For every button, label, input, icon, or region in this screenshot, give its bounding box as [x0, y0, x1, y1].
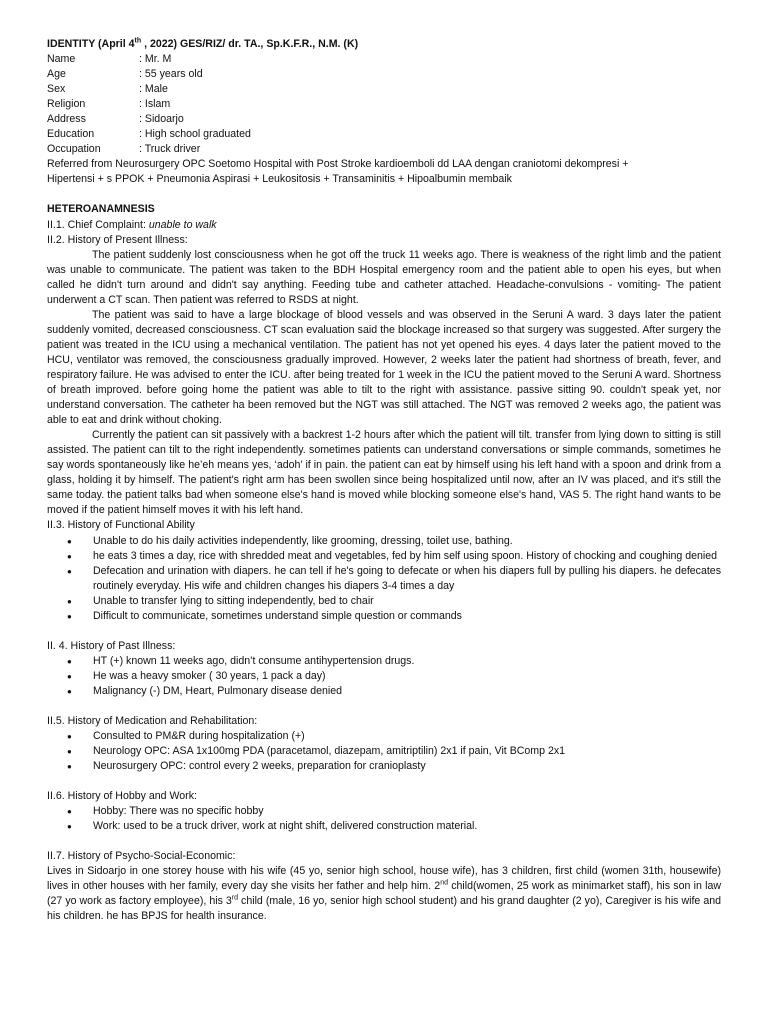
list-item: ● Defecation and urination with diapers. he can tell if he's going to defecate or when his diapers full by pulling his diapers. he defecates routinely everyday. His wife and children changes his diapers 3-4 times a day — [47, 564, 721, 594]
identity-value: : Mr. M — [139, 53, 172, 66]
identity-label: Age — [47, 68, 66, 81]
identity-label: Address — [47, 113, 86, 126]
title-text: IDENTITY (April 4 — [47, 38, 135, 50]
psycho-social-paragraph — [47, 864, 721, 924]
identity-label: Occupation — [47, 143, 101, 156]
identity-row-occupation — [47, 142, 721, 157]
list-item: ● Neurosurgery OPC: control every 2 weeks, preparation for cranioplasty — [47, 759, 721, 774]
identity-table — [47, 52, 721, 157]
list-item: ● Neurology OPC: ASA 1x100mg PDA (paracetamol, diazepam, amitriptilin) 2x1 if pain, Vit BComp 2x1 — [47, 744, 721, 759]
identity-label: Religion — [47, 98, 86, 111]
referral-line: Hipertensi + s PPOK + Pneumonia Aspirasi + Leukositosis + Transaminitis + Hipoalbumin membaik — [47, 173, 512, 186]
list-item: ● Unable to do his daily activities independently, like grooming, dressing, toilet use, bathing. — [47, 534, 721, 549]
identity-row-age — [47, 67, 721, 82]
identity-value: : Sidoarjo — [139, 113, 184, 126]
list-item: ● Consulted to PM&R during hospitalization (+) — [47, 729, 721, 744]
ordinal-superscript: rd — [231, 894, 239, 902]
title-superscript: th — [134, 37, 142, 45]
present-illness-paragraph-2: The patient was said to have a large blockage of blood vessels and was observed in the Seruni A ward. 3 days later the patient suddenly vomited, decreased consciousness. CT scan evaluation said the blockage increased so that surgery was suggested. After surgery the patient was treated in the ICU using a mechanical ventilation. The patient has not yet opened his eyes. 4 days later the patient moved to the HCU, ventilator was removed, the consciousness gradually improved. However, 2 weeks later the patient had shortness of breath, fever, and respiratory failure. He was advised to enter the ICU. after being treated for 1 week in the ICU the patient moved to the Seruni A ward. Shortness of breath improved. before going home the patient was able to tilt to the right with assistance. passive sitting 90. couldn't speak yet, nor understand conversation. The catheter ha been removed but the NGT was still attached. The NGT was removed 2 weeks ago, the patient was able to eat and drink without choking. — [47, 308, 721, 427]
spacer — [47, 187, 721, 202]
past-illness-list — [47, 654, 721, 699]
list-item: ● Malignancy (-) DM, Heart, Pulmonary disease denied — [47, 684, 721, 699]
present-illness-heading: II.2. History of Present Illness: — [47, 233, 188, 246]
list-item: ● He was a heavy smoker ( 30 years, 1 pack a day) — [47, 669, 721, 684]
list-item: ● Unable to transfer lying to sitting independently, bed to chair — [47, 594, 721, 609]
identity-value: : 55 years old — [139, 68, 203, 81]
title-text-rest: , 2022) GES/RIZ/ dr. TA., Sp.K.F.R., N.M. (K) — [141, 38, 359, 50]
list-item: ● Hobby: There was no specific hobby — [47, 804, 721, 819]
identity-value: : Islam — [139, 98, 171, 111]
psycho-text: child (male, 16 yo, senior high school student) and his grand daughter (2 yo), Caregiver is his wife and his children. he has BPJS for health insurance. — [47, 895, 722, 923]
spacer — [47, 774, 721, 789]
list-item: ● he eats 3 times a day, rice with shredded meat and vegetables, fed by him self using spoon. History of chocking and coughing denied — [47, 549, 721, 564]
functional-ability-heading: II.3. History of Functional Ability — [47, 519, 195, 532]
psycho-text: child(women, 25 work as minimarket staff), his son in law (27 yo work as factory employee), his 3 — [47, 880, 721, 908]
medication-heading: II.5. History of Medication and Rehabilitation: — [47, 714, 258, 727]
list-item: ● Difficult to communicate, sometimes understand simple question or commands — [47, 609, 721, 624]
ordinal-superscript: nd — [440, 879, 448, 887]
spacer — [47, 834, 721, 849]
identity-label: Education — [47, 128, 95, 141]
list-item: ● HT (+) known 11 weeks ago, didn’t consume antihypertension drugs. — [47, 654, 721, 669]
identity-row-address — [47, 112, 721, 127]
chief-complaint-label: II.1. Chief Complaint: — [47, 218, 149, 231]
identity-value: : High school graduated — [139, 128, 251, 141]
section-heading-heteroanamnesis: HETEROANAMNESIS — [47, 203, 155, 216]
list-item: ● Work: used to be a truck driver, work at night shift, delivered construction material. — [47, 819, 721, 834]
identity-value: : Male — [139, 83, 168, 96]
identity-row-religion — [47, 97, 721, 112]
chief-complaint — [47, 218, 721, 233]
present-illness-paragraph-1: The patient suddenly lost consciousness when he got off the truck 11 weeks ago. There is weakness of the right limb and the patient was unable to communicate. The patient was taken to the BDH Hospital emergency room and the patient able to open his eyes, but when called he didn't turn around and didn't say anything. Feeding tube and catheter attached. Headache-convulsions - vomiting- The patient underwent a CT scan. Then patient was referred to RSDS at night. — [47, 248, 721, 306]
referral-line: Referred from Neurosurgery OPC Soetomo Hospital with Post Stroke kardioemboli dd LAA dengan craniotomi dekompresi + — [47, 158, 629, 171]
psycho-text: Lives in Sidoarjo in one storey house with his wife (45 yo, senior high school, house wife), has 3 children, first child (women 31th, housewife) lives in other houses with her family, every day she visits her father and help him. 2 — [47, 865, 721, 893]
hobby-work-heading: II.6. History of Hobby and Work: — [47, 790, 197, 803]
medication-list — [47, 729, 721, 774]
spacer — [47, 624, 721, 639]
identity-row-sex — [47, 82, 721, 97]
identity-row-education — [47, 127, 721, 142]
identity-label: Sex — [47, 83, 66, 96]
document-title — [47, 37, 721, 52]
identity-label: Name — [47, 53, 76, 66]
spacer — [47, 699, 721, 714]
chief-complaint-value: unable to walk — [148, 218, 217, 231]
psycho-social-heading: II.7. History of Psycho-Social-Economic: — [47, 850, 236, 863]
identity-row-name — [47, 52, 721, 67]
functional-ability-list — [47, 534, 721, 624]
identity-value: : Truck driver — [139, 143, 201, 156]
referral-text — [47, 157, 721, 187]
past-illness-heading: II. 4. History of Past Illness: — [47, 639, 176, 652]
present-illness-paragraph-3: Currently the patient can sit passively with a backrest 1-2 hours after which the patient will tilt. transfer from lying down to sitting is still assisted. The patient can tilt to the right independently. sometimes patients can understand conversations or simple commands, sometimes he say words spontaneously like he’eh means yes, ‘adoh’ if in pain. the patient can eat by himself using his left hand with a spoon and drink from a glass, holding it by himself. The patient's right arm has been swollen since being hospitalized until now, after an IV was placed, and it's still the same today. the patient talks bad when someone else's hand is moved while blocking someone else's hand, VAS 5. The right hand wants to be moved if the patient himself moves it with his left hand. — [47, 429, 721, 517]
hobby-work-list — [47, 804, 721, 834]
